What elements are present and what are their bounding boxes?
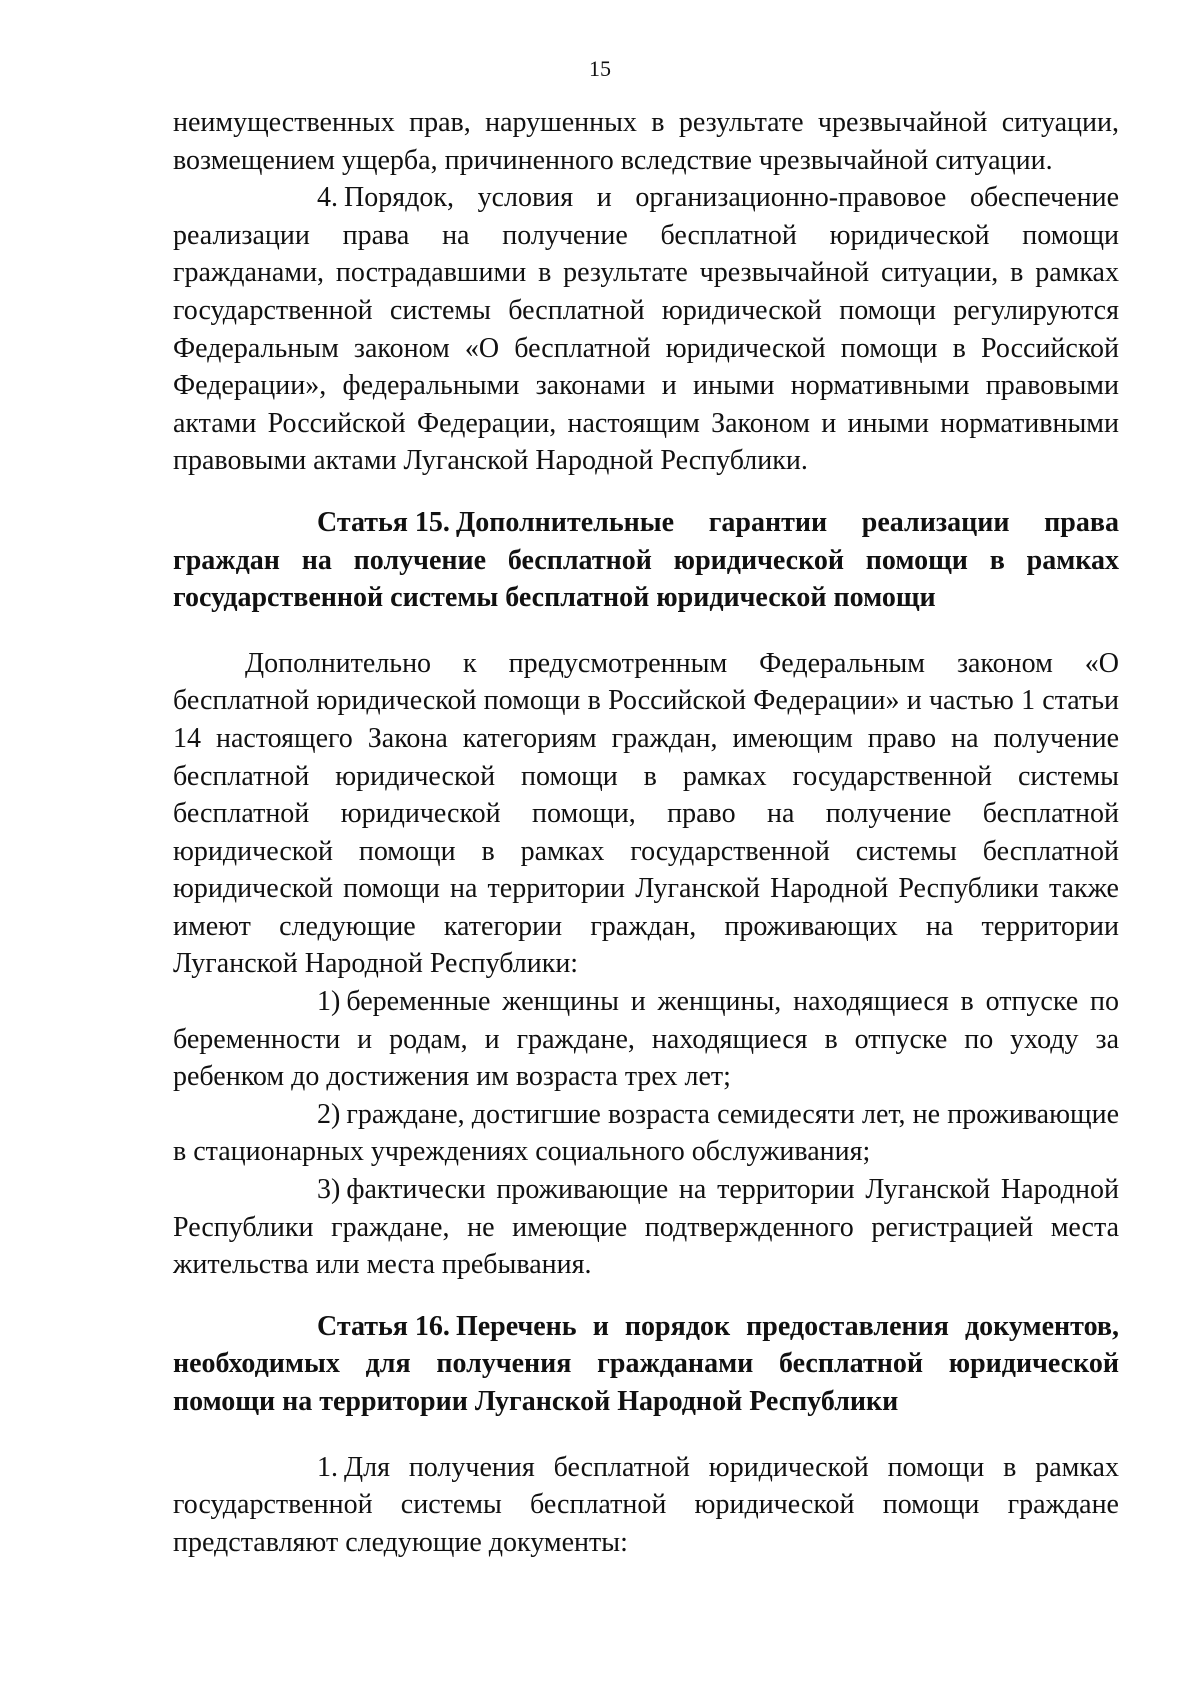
article-16-heading <box>173 1308 1119 1421</box>
list-item-number: 2) <box>317 1098 341 1130</box>
article-15-label: Статья 15. <box>317 506 450 538</box>
list-item <box>173 1096 1119 1171</box>
article-16-item-1 <box>173 1449 1119 1562</box>
article-15-heading <box>173 504 1119 617</box>
continuation-paragraph <box>173 104 1119 179</box>
item-4-text: Порядок, условия и организационно-правовое обеспечение реализации права на получение бесплатной юридической помощи гражданами, пострадавшими в результате чрезвычайной ситуации, в рамках государственной системы бесплатной юридической помощи регулируются Федеральным законом «О бесплатной юридической помощи в Российской Федерации», федеральными законами и иными нормативными правовыми актами Российской Федерации, настоящим Законом и иными нормативными правовыми актами Луганской Народной Республики. <box>173 182 1119 477</box>
article-16-label: Статья 16. <box>317 1310 450 1342</box>
list-item <box>173 983 1119 1096</box>
article-16-item-1-number: 1. <box>317 1451 338 1483</box>
list-item-text: фактически проживающие на территории Луганской Народной Республики граждане, не имеющие подтвержденного регистрацией места жительства или места пребывания. <box>173 1174 1119 1281</box>
list-item-text: беременные женщины и женщины, находящиеся в отпуске по беременности и родам, и граждане, находящиеся в отпуске по уходу за ребенком до достижения им возраста трех лет; <box>173 986 1119 1093</box>
article-15-intro-text: Дополнительно к предусмотренным Федеральным законом «О бесплатной юридической помощи в Российской Федерации» и частью 1 статьи 14 настоящего Закона категориям граждан, имеющим право на получение бесплатной юридической помощи в рамках государственной системы бесплатной юридической помощи, право на получение бесплатной юридической помощи в рамках государственной системы бесплатной юридической помощи на территории Луганской Народной Республики также имеют следующие категории граждан, проживающих на территории Луганской Народной Республики: <box>173 647 1119 980</box>
list-item-number: 3) <box>317 1174 341 1206</box>
article-16-item-1-text: Для получения бесплатной юридической помощи в рамках государственной системы бесплатной юридической помощи граждане представляют следующие документы: <box>173 1451 1119 1558</box>
item-4-paragraph <box>173 179 1119 480</box>
page-number: 15 <box>589 56 611 81</box>
article-15-intro <box>173 645 1119 983</box>
list-item <box>173 1171 1119 1284</box>
article-15-title: Дополнительные гарантии реализации права граждан на получение бесплатной юридической помощи в рамках государственной системы бесплатной юридической помощи <box>173 506 1119 614</box>
item-4-number: 4. <box>317 182 338 214</box>
article-16-title: Перечень и порядок предоставления документов, необходимых для получения гражданами бесплатной юридической помощи на территории Луганской Народной Республики <box>173 1310 1119 1417</box>
list-item-number: 1) <box>317 986 341 1018</box>
list-item-text: граждане, достигшие возраста семидесяти лет, не проживающие в стационарных учреждениях социального обслуживания; <box>173 1098 1119 1168</box>
document-body <box>173 104 1119 1561</box>
continuation-text: неимущественных прав, нарушенных в результате чрезвычайной ситуации, возмещением ущерба, причиненного вследствие чрезвычайной ситуации. <box>173 107 1119 176</box>
